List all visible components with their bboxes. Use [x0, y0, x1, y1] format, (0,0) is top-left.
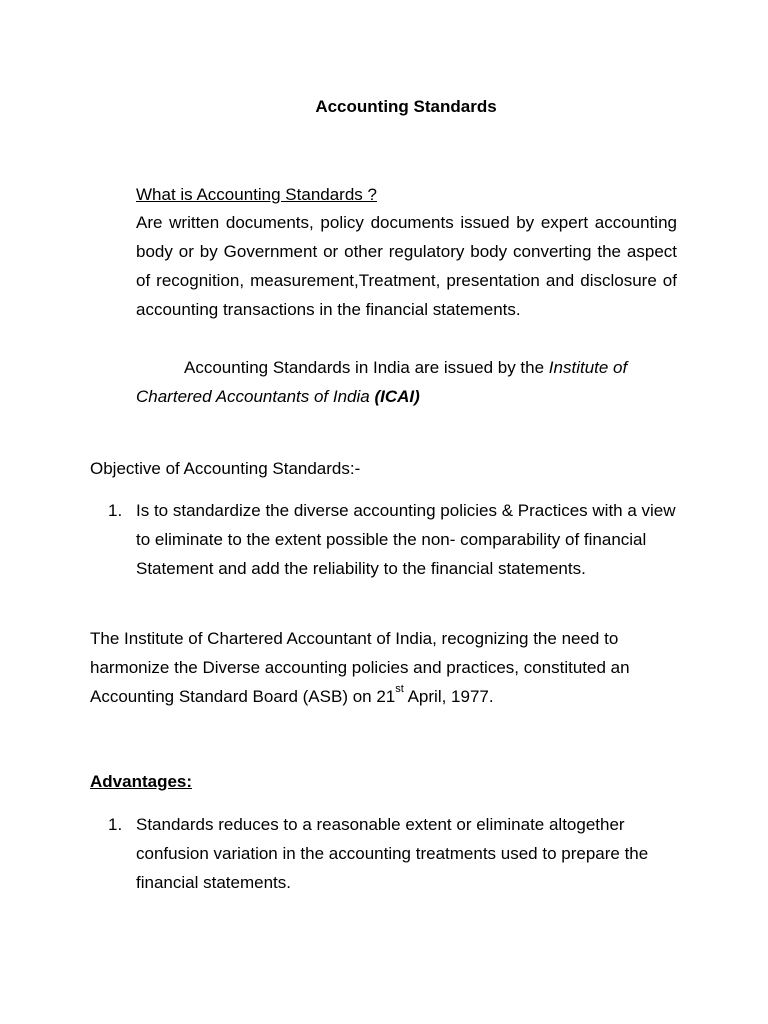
- list-item-text: Standards reduces to a reasonable extent or eliminate altogether confusion variation in the accounting treatments used to prepare the financial statements.: [136, 815, 649, 892]
- ordinal-superscript: st: [395, 683, 404, 696]
- asb-text-before: The Institute of Chartered Accountant of India, recognizing the need to harmonize the Diverse accounting policies and practices, constituted an Accounting Standard Board (ASB) on 21: [90, 629, 630, 706]
- list-item-text: Is to standardize the diverse accounting policies & Practices with a view to eliminate to the extent possible the non- comparability of financial Statement and add the reliability to the financial statements.: [136, 501, 676, 578]
- issuer-paragraph: [136, 353, 677, 411]
- asb-text-after: April, 1977.: [403, 687, 494, 706]
- objective-heading: Objective of Accounting Standards:-: [90, 459, 361, 478]
- question-heading: What is Accounting Standards ?: [136, 185, 377, 204]
- list-item-number: 1.: [108, 501, 123, 520]
- advantages-heading: Advantages:: [90, 772, 193, 791]
- issuer-abbreviation: (ICAI): [374, 387, 420, 406]
- asb-paragraph: [90, 624, 670, 711]
- list-item-number: 1.: [108, 815, 123, 834]
- issuer-prefix: Accounting Standards in India are issued by the: [184, 358, 549, 377]
- issuer-institute: Institute of Chartered Accountants of India: [136, 358, 628, 406]
- definition-paragraph: Are written documents, policy documents issued by expert accounting body or by Government or other regulatory body converting the aspect of recognition, measurement,Treatment, presentation and disclosure of accounting transactions in the financial statements.: [136, 213, 677, 319]
- document-title: Accounting Standards: [315, 97, 497, 116]
